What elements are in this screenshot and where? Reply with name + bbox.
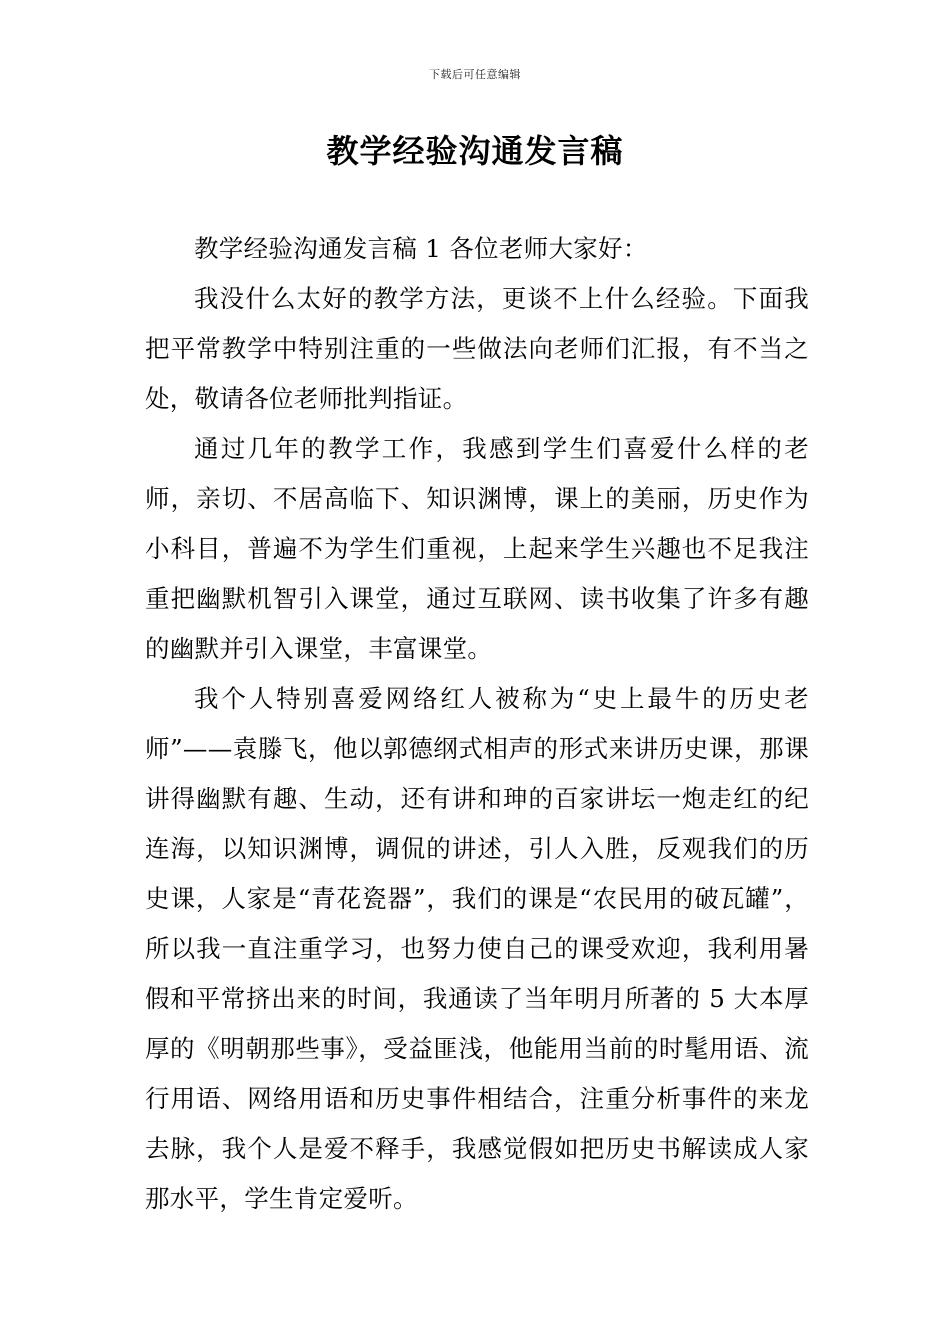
paragraph-teaching-experience: 通过几年的教学工作，我感到学生们喜爱什么样的老师，亲切、不居高临下、知识渊博，课上的美丽，历史作为小科目，普遍不为学生们重视，上起来学生兴趣也不足我注重把幽默机智引入课堂，通过互联网、读书收集了许多有趣的幽默并引入课堂，丰富课堂。 (145, 434, 809, 663)
paragraph-role-models: 我个人特别喜爱网络红人被称为“史上最牛的历史老师”——袁滕飞，他以郭德纲式相声的形式来讲历史课，那课讲得幽默有趣、生动，还有讲和珅的百家讲坛一炮走红的纪连海，以知识渊博，调侃的讲述，引人入胜，反观我们的历史课，人家是“青花瓷器”，我们的课是“农民用的破瓦罐”，所以我一直注重学习，也努力使自己的课受欢迎，我利用暑假和平常挤出来的时间，我通读了当年明月所著的 5 大本厚厚的《明朝那些事》，受益匪浅，他能用当前的时髦用语、流行用语、网络用语和历史事件相结合，注重分析事件的来龙去脉，我个人是爱不释手，我感觉假如把历史书解读成人家那水平，学生肯定爱听。 (145, 684, 809, 1213)
paragraph-intro: 我没什么太好的教学方法，更谈不上什么经验。下面我把平常教学中特别注重的一些做法向老师们汇报，有不当之处，敬请各位老师批判指证。 (145, 284, 809, 413)
paragraph-greeting: 教学经验沟通发言稿 1 各位老师大家好： (194, 234, 648, 263)
document-body (145, 224, 809, 1224)
page-title: 教学经验沟通发言稿 (326, 132, 624, 170)
header-note: 下载后可任意编辑 (429, 68, 521, 81)
